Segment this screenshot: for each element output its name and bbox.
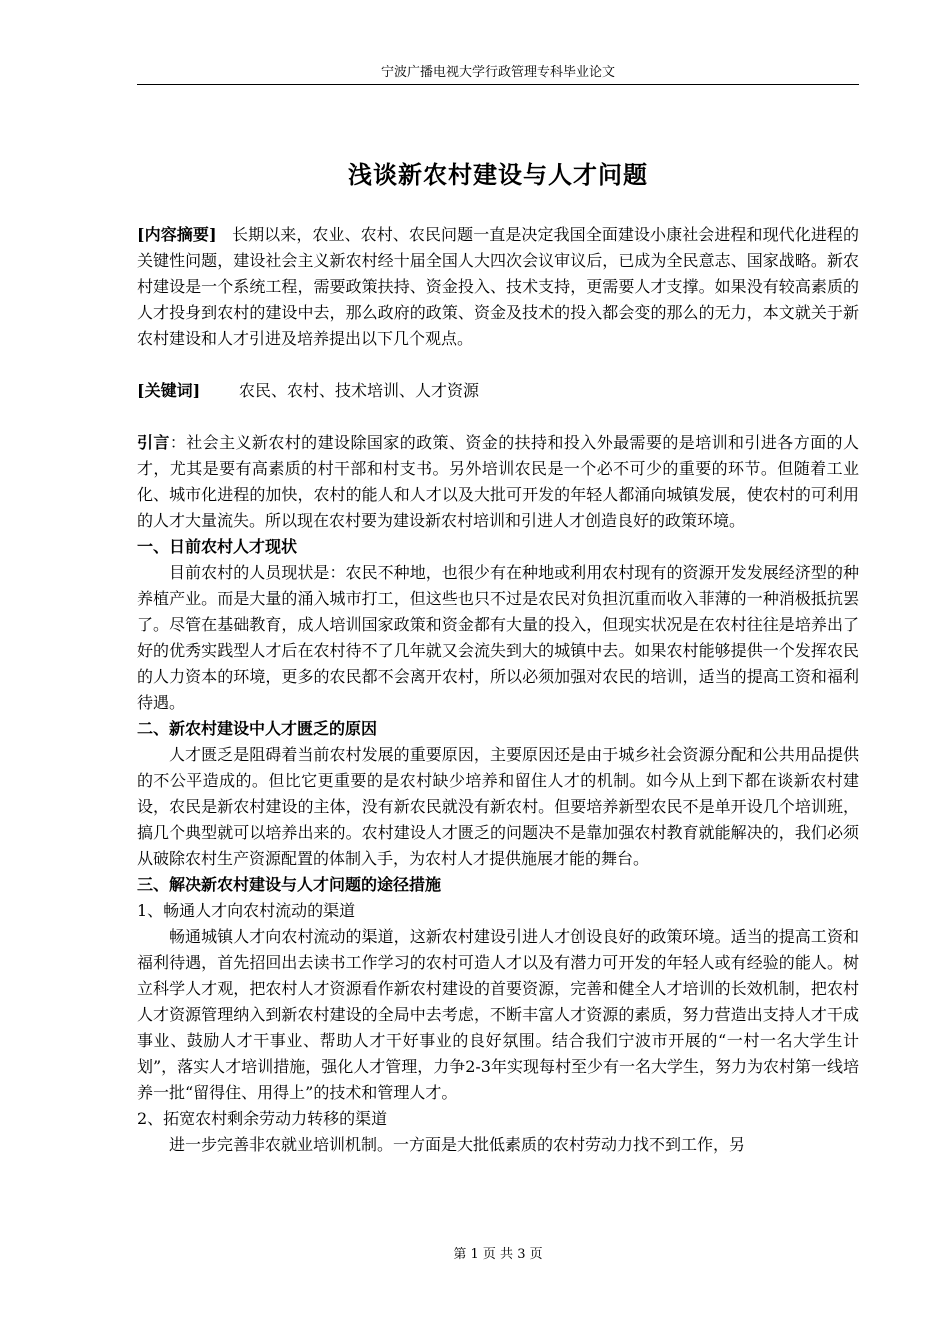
subsection-2-heading: 2、拓宽农村剩余劳动力转移的渠道	[137, 1109, 388, 1128]
page-header: 宁波广播电视大学行政管理专科毕业论文	[137, 62, 859, 85]
abstract-label: [内容摘要]	[137, 225, 217, 244]
section-3-heading: 三、解决新农村建设与人才问题的途径措施	[137, 875, 442, 894]
subsection-1-paragraph: 畅通城镇人才向农村流动的渠道，这新农村建设引进人才创设良好的政策环境。适当的提高工资和福利待遇，首先招回出去读书工作学习的农村可造人才以及有潜力可开发的年轻人或有经验的能人。树立科学人才观，把农村人才资源看作新农村建设的首要资源，完善和健全人才培训的长效机制，把农村人才资源管理纳入到新农村建设的全局中去考虑，不断丰富人才资源的素质，努力营造出支持人才干成事业、鼓励人才干事业、帮助人才干好事业的良好氛围。结合我们宁波市开展的“一村一名大学生计划”，落实人才培训措施，强化人才管理，力争2-3年实现每村至少有一名大学生，努力为农村第一线培养一批“留得住、用得上”的技术和管理人才。	[137, 927, 859, 1102]
page-footer: 第 1 页 共 3 页	[453, 1247, 543, 1262]
intro-text: ：社会主义新农村的建设除国家的政策、资金的扶持和投入外最需要的是培训和引进各方面的人才，尤其是要有高素质的村干部和村支书。另外培训农民是一个必不可少的重要的环节。但随着工业化、城市化进程的加快，农村的能人和人才以及大批可开发的年轻人都涌向城镇发展，使农村的可利用的人才大量流失。所以现在农村要为建设新农村培训和引进人才创造良好的政策环境。	[137, 433, 859, 530]
section-1-heading: 一、日前农村人才现状	[137, 537, 298, 556]
subsection-2-paragraph: 进一步完善非农就业培训机制。一方面是大批低素质的农村劳动力找不到工作，另	[169, 1135, 746, 1154]
section-1-paragraph: 目前农村的人员现状是：农民不种地，也很少有在种地或利用农村现有的资源开发发展经济型的种养植产业。而是大量的涌入城市打工，但这些也只不过是农民对负担沉重而收入菲薄的一种消极抵抗罢了。尽管在基础教育，成人培训国家政策和资金都有大量的投入，但现实状况是在农村往往是培养出了好的优秀实践型人才后在农村待不了几年就又会流失到大的城镇中去。如果农村能够提供一个发挥农民的人力资本的环境，更多的农民都不会离开农村，所以必须加强对农民的培训，适当的提高工资和福利待遇。	[137, 563, 859, 712]
abstract-paragraph	[137, 222, 859, 352]
document-title: 浅谈新农村建设与人才问题	[348, 160, 648, 189]
intro-paragraph	[137, 430, 859, 534]
keywords-text: 农民、农村、技术培训、人才资源	[239, 381, 480, 400]
document-body	[137, 222, 859, 1158]
abstract-text: 长期以来，农业、农村、农民问题一直是决定我国全面建设小康社会进程和现代化进程的关键性问题，建设社会主义新农村经十届全国人大四次会议审议后，已成为全民意志、国家战略。新农村建设是一个系统工程，需要政策扶持、资金投入、技术支持，更需要人才支撑。如果没有较高素质的人才投身到农村的建设中去，那么政府的政策、资金及技术的投入都会变的那么的无力，本文就关于新农村建设和人才引进及培养提出以下几个观点。	[137, 225, 859, 348]
subsection-1-heading: 1、畅通人才向农村流动的渠道	[137, 901, 356, 920]
intro-label: 引言	[137, 433, 170, 452]
section-2-heading: 二、新农村建设中人才匮乏的原因	[137, 719, 378, 738]
section-2-paragraph: 人才匮乏是阻碍着当前农村发展的重要原因，主要原因还是由于城乡社会资源分配和公共用品提供的不公平造成的。但比它更重要的是农村缺少培养和留住人才的机制。如今从上到下都在谈新农村建设，农民是新农村建设的主体，没有新农民就没有新农村。但要培养新型农民不是单开设几个培训班，搞几个典型就可以培养出来的。农村建设人才匮乏的问题决不是靠加强农村教育就能解决的，我们必须从破除农村生产资源配置的体制入手，为农村人才提供施展才能的舞台。	[137, 745, 859, 868]
keywords-paragraph	[137, 378, 859, 404]
keywords-label: [关键词]	[137, 381, 201, 400]
